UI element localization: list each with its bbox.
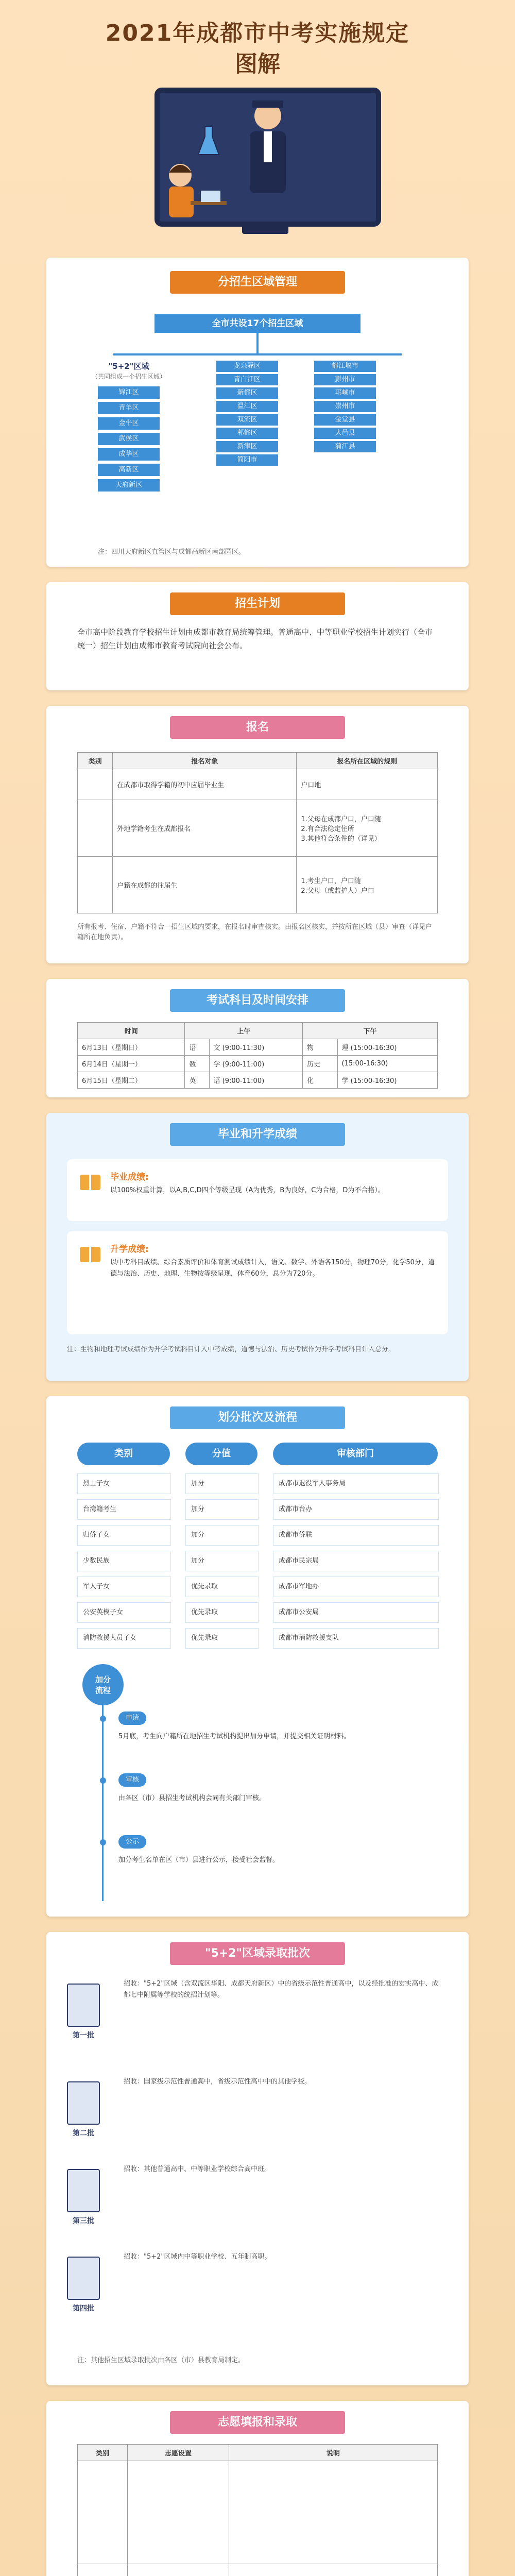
student-icon — [154, 155, 227, 232]
book-icon — [77, 1170, 103, 1195]
timeline-text: 5月底，考生向户籍所在地招生考试机构提出加分申请，并提交相关证明材料。 — [118, 1733, 351, 1740]
timeline-dot — [100, 1839, 106, 1845]
timeline-text: 由各区（市）县招生考试机构会同有关部门审核。 — [118, 1794, 266, 1802]
area-item: 都江堰市 — [314, 361, 376, 372]
grad-score-title: 毕业成绩: — [110, 1172, 149, 1182]
bonus-score: 加分 — [185, 1473, 259, 1494]
table-header: 下午 — [303, 1023, 438, 1039]
table-cell: 数 — [185, 1056, 209, 1072]
table-header: 志愿设置 — [128, 2445, 229, 2461]
table-row — [78, 857, 438, 913]
table-header: 类别 — [78, 2445, 128, 2461]
section-schedule-card — [46, 979, 469, 1097]
bonus-category: 归侨子女 — [77, 1525, 171, 1546]
area-item: 蒲江县 — [314, 441, 376, 452]
table-cell: 1.父母在成都户口，户口随 2.有合法稳定住所 3.其他符合条件的（详见） — [297, 800, 438, 857]
table-row — [78, 1072, 438, 1089]
bonus-category: 公安英模子女 — [77, 1602, 171, 1623]
bonus-dept: 成都市军地办 — [273, 1577, 439, 1597]
area-item: 青羊区 — [98, 402, 160, 414]
signup-table — [77, 752, 438, 913]
bonus-score: 加分 — [185, 1551, 259, 1571]
area-item: 大邑县 — [314, 428, 376, 439]
area-item: 金堂县 — [314, 414, 376, 426]
clipboard-icon — [67, 2081, 100, 2125]
monitor-stand-illustration — [242, 222, 288, 234]
area-item: 邛崃市 — [314, 387, 376, 399]
table-cell: 外地学籍考生在成都报名 — [113, 800, 297, 857]
bonus-flow-head: 加分 流程 — [82, 1664, 124, 1705]
table-cell: 化 — [303, 1072, 338, 1089]
total-regions-box: 全市共设17个招生区域 — [154, 314, 360, 333]
section-signup-title: 报名 — [170, 716, 345, 739]
table-header: 说明 — [229, 2445, 438, 2461]
batch-row — [67, 2164, 448, 2246]
batch-text: 招收：其他普通高中、中等职业学校综合高中班。 — [124, 2165, 271, 2173]
table-cell: 6月15日（星期二） — [78, 1072, 185, 1089]
batch-note: 注：其他招生区域录取批次由各区（市）县教育局制定。 — [77, 2357, 245, 2364]
table-cell: 在成都市取得学籍的初中应届毕业生 — [113, 769, 297, 800]
table-header: 报名对象 — [113, 753, 297, 769]
table-row — [78, 800, 438, 857]
section-signup-card — [46, 706, 469, 963]
area-item: 新都区 — [216, 387, 278, 399]
batch-row — [67, 2076, 448, 2159]
table-cell: (15:00-16:30) — [337, 1056, 438, 1072]
page-title: 2021年成都市中考实施规定 — [105, 20, 410, 46]
table-row — [78, 769, 438, 800]
area-item: 金牛区 — [98, 417, 160, 430]
area-item: 郫都区 — [216, 428, 278, 439]
timeline-dot — [100, 1716, 106, 1722]
bonus-dept: 成都市民宗局 — [273, 1551, 439, 1571]
bonus-score: 优先录取 — [185, 1602, 259, 1623]
section-bonus-card — [46, 1396, 469, 1917]
bonus-dept: 成都市台办 — [273, 1499, 439, 1520]
bonus-score: 优先录取 — [185, 1577, 259, 1597]
table-row — [78, 2564, 438, 2576]
area-item: 温江区 — [216, 401, 278, 412]
table-cell — [78, 857, 113, 913]
col-header-category: 类别 — [77, 1443, 170, 1465]
admit-score-text: 以中考科目成绩、综合素质评价和体育测试成绩计入，语文、数学、外语各150分，物理70分，化学50分，道德与法治、历史、地理、生物按等级呈现，体育60分，总分为720分。 — [110, 1259, 435, 1278]
col-header-score: 分值 — [185, 1443, 258, 1465]
table-header: 报名所在区域的规则 — [297, 753, 438, 769]
volunteer-table — [77, 2444, 438, 2576]
batch-row — [67, 2251, 448, 2334]
bonus-dept: 成都市公安局 — [273, 1602, 439, 1623]
batch-label: 第四批 — [73, 2304, 94, 2313]
five-plus-two-sub: （共同组成一个招生区域） — [91, 373, 166, 380]
section-volunteer-card — [46, 2401, 469, 2576]
table-cell: 1.考生户口，户口随 2.父母（或监护人）户口 — [297, 857, 438, 913]
banner-stripe — [149, 265, 366, 270]
table-cell: 物 — [303, 1039, 338, 1056]
bonus-category: 少数民族 — [77, 1551, 171, 1571]
section-score-title: 毕业和升学成绩 — [170, 1123, 345, 1146]
table-cell: 学 (15:00-16:30) — [337, 1072, 438, 1089]
table-row — [78, 2461, 438, 2564]
table-cell: 文 (9:00-11:30) — [209, 1039, 302, 1056]
five-plus-two-label: "5+2"区域 — [108, 362, 149, 371]
clipboard-icon — [67, 2257, 100, 2300]
admit-score-title: 升学成绩: — [110, 1244, 149, 1255]
bonus-score: 加分 — [185, 1525, 259, 1546]
table-header: 类别 — [78, 753, 113, 769]
admit-score-box — [67, 1231, 448, 1334]
area-item: 高新区 — [98, 464, 160, 476]
area-item: 简阳市 — [216, 454, 278, 466]
connector-line — [256, 333, 259, 353]
section-region-note: 注：四川天府新区直管区与成都高新区南部园区。 — [98, 548, 246, 556]
table-cell — [78, 769, 113, 800]
table-cell: 户口地 — [297, 769, 438, 800]
table-cell — [78, 800, 113, 857]
section-volunteer-title: 志愿填报和录取 — [170, 2411, 345, 2434]
table-header: 上午 — [185, 1023, 303, 1039]
area-item: 崇州市 — [314, 401, 376, 412]
bonus-score: 优先录取 — [185, 1628, 259, 1649]
section-batch-card — [46, 1932, 469, 2385]
table-cell: 理 (15:00-16:30) — [337, 1039, 438, 1056]
schedule-table — [77, 1022, 438, 1089]
timeline-tag: 审核 — [118, 1773, 146, 1787]
area-item: 锦江区 — [98, 386, 160, 399]
flask-icon — [196, 124, 221, 160]
section-batch-title: "5+2"区域录取批次 — [170, 1942, 345, 1965]
section-plan-text: 全市高中阶段教育学校招生计划由成都市教育局统筹管理。普通高中、中等职业学校招生计划实行（全市统一）招生计划由成都市教育考试院向社会公布。 — [77, 628, 433, 650]
clipboard-icon — [67, 1984, 100, 2027]
page-subtitle: 图解 — [235, 51, 280, 77]
timeline-tag: 申请 — [118, 1711, 146, 1725]
bonus-category: 台湾籍考生 — [77, 1499, 171, 1520]
section-region-title: 分招生区域管理 — [170, 271, 345, 294]
bonus-score: 加分 — [185, 1499, 259, 1520]
area-item: 双流区 — [216, 414, 278, 426]
batch-text: 招收：国家级示范性普通高中，省级示范性高中中的其他学校。 — [124, 2078, 312, 2086]
area-item: 彭州市 — [314, 374, 376, 385]
bonus-category: 烈士子女 — [77, 1473, 171, 1494]
table-cell: 6月14日（星期一） — [78, 1056, 185, 1072]
bonus-dept: 成都市侨联 — [273, 1525, 439, 1546]
area-item: 天府新区 — [98, 479, 160, 492]
connector-line — [113, 353, 402, 355]
clipboard-icon — [67, 2169, 100, 2212]
grad-score-box — [67, 1159, 448, 1221]
signup-footnote: 所有报考、住宿、户籍不符合一招生区域内要求，在报名时审查核实。由报名区核实，并按所在区域（县）审查（详见户籍所在地负责）。 — [77, 923, 433, 941]
table-cell: 英 — [185, 1072, 209, 1089]
timeline-tag: 公示 — [118, 1835, 146, 1849]
grad-score-text: 以100%权重计算，以A,B,C,D四个等级呈现（A为优秀，B为良好，C为合格，D为不合格）。 — [110, 1187, 385, 1194]
table-header: 时间 — [78, 1023, 185, 1039]
section-score-card — [46, 1113, 469, 1381]
hero — [0, 0, 515, 242]
bonus-category: 消防救援人员子女 — [77, 1628, 171, 1649]
score-note: 注：生物和地理考试成绩作为升学考试科目计入中考成绩，道德与法治、历史考试作为升学考试科目计入总分。 — [67, 1346, 396, 1353]
col-header-dept: 审核部门 — [273, 1443, 438, 1465]
table-row — [78, 1039, 438, 1056]
teacher-icon — [237, 95, 299, 198]
table-cell: 历史 — [303, 1056, 338, 1072]
batch-label: 第三批 — [73, 2217, 94, 2225]
table-cell: 6月13日（星期日） — [78, 1039, 185, 1056]
batch-text: 招收："5+2"区域（含双流区华阳、成都天府新区）中的省级示范性普通高中，以及经批准的宏实高中、成都七中附属等学校的统招计划等。 — [124, 1980, 439, 1999]
section-schedule-title: 考试科目及时间安排 — [170, 989, 345, 1012]
section-region-card — [46, 258, 469, 567]
batch-row — [67, 1978, 448, 2061]
area-item: 成华区 — [98, 448, 160, 461]
area-item: 青白江区 — [216, 374, 278, 385]
table-row — [78, 1056, 438, 1072]
table-cell: 户籍在成都的往届生 — [113, 857, 297, 913]
bonus-dept: 成都市消防救援支队 — [273, 1628, 439, 1649]
batch-label: 第一批 — [73, 2031, 94, 2040]
table-cell: 学 (9:00-11:00) — [209, 1056, 302, 1072]
bonus-dept: 成都市退役军人事务局 — [273, 1473, 439, 1494]
timeline-dot — [100, 1777, 106, 1784]
bonus-category: 军人子女 — [77, 1577, 171, 1597]
section-plan-title: 招生计划 — [170, 592, 345, 615]
timeline-line — [102, 1705, 104, 1901]
area-item: 武侯区 — [98, 433, 160, 445]
timeline-text: 加分考生名单在区（市）县进行公示，接受社会监督。 — [118, 1856, 280, 1864]
section-bonus-title: 划分批次及流程 — [170, 1406, 345, 1429]
table-cell: 语 (9:00-11:00) — [209, 1072, 302, 1089]
area-item: 龙泉驿区 — [216, 361, 278, 372]
section-plan-card — [46, 582, 469, 690]
area-item: 新津区 — [216, 441, 278, 452]
table-cell: 语 — [185, 1039, 209, 1056]
batch-text: 招收："5+2"区域内中等职业学校、五年制高职。 — [124, 2253, 271, 2261]
batch-label: 第二批 — [73, 2129, 94, 2138]
book-icon — [77, 1242, 103, 1267]
